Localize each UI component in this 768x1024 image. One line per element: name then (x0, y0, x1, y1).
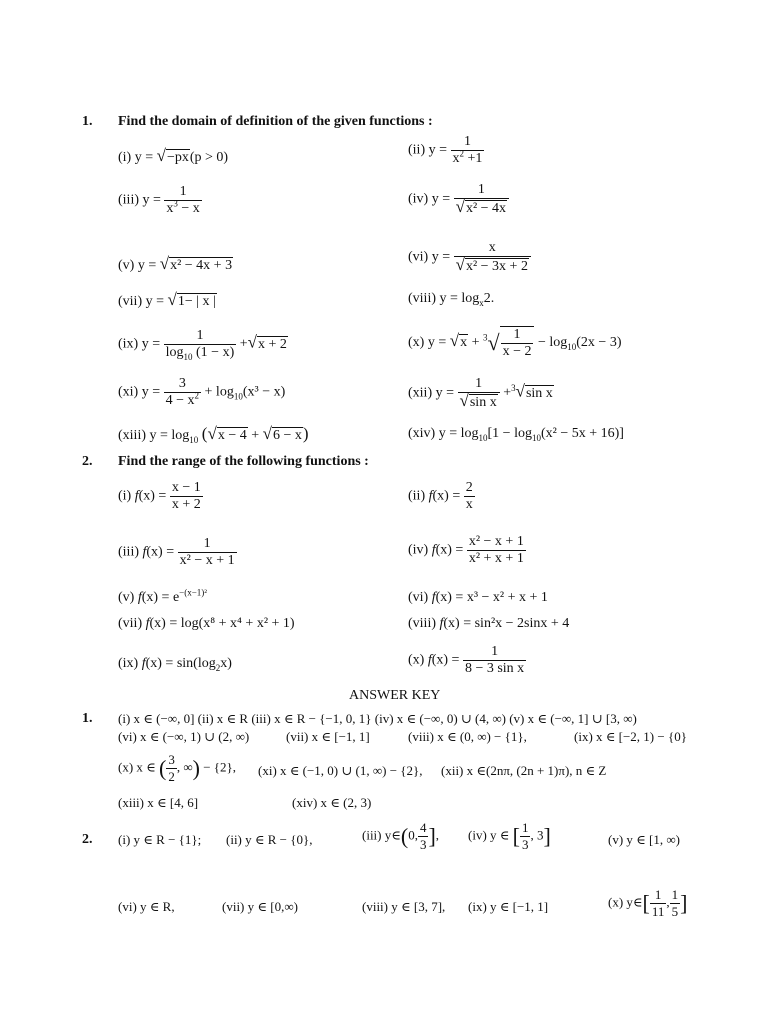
q2-item-ii: (ii) f(x) = $\frac{2}{x}$ (408, 480, 473, 512)
q1-title: Find the domain of definition of the given functions : (118, 114, 433, 129)
a1-xiv: (xiv) x ∈ (2, 3) (292, 795, 372, 810)
q2-item-i: (i) f(x) = $\frac{x - 1}{x + 2}$ (118, 480, 201, 512)
a1-xi: (xi) x ∈ (−1, 0) ∪ (1, ∞) − {2}, (258, 763, 423, 778)
a2-v: (v) y ∈ [1, ∞) (608, 832, 680, 847)
q2-item-iv: (iv) f(x) = $\frac{\text{x² − x + 1}}{\text{x² + x + 1}}$ (408, 534, 524, 566)
q1-item-iv: (iv) y = $\frac{1}{\text{√x² − 4x}}$ (408, 182, 509, 217)
q1-item-ii: (ii) y = $\frac{1}{x^2 +1}$ (408, 134, 483, 166)
q2-title: Find the range of the following functions : (118, 454, 369, 469)
a1-vi: (vi) x ∈ (−∞, 1) ∪ (2, ∞) (118, 729, 250, 744)
q2-item-vii: (vii) f(x) = log(x⁸ + x⁴ + x² + 1) (118, 616, 295, 631)
a2-number: 2. (82, 832, 93, 847)
a1-ix: (ix) x ∈ [−2, 1) − {0} (574, 729, 687, 744)
a1-viii: (viii) x ∈ (0, ∞) − {1}, (408, 729, 527, 744)
q1-item-vi: (vi) y = $\frac{x}{\text{√x² − 3x + 2}}$ (408, 240, 531, 275)
a1-xiii: (xiii) x ∈ [4, 6] (118, 795, 199, 810)
q1-item-xiv: (xiv) $y = \log_{10}[1 - \log_{10}(x^2 - 5x + 16)]$ (408, 426, 624, 443)
q1-item-xiii: (xiii) $y = \log_{10} (√x - 4 + √6 - x)$ (118, 424, 309, 445)
a2-vi: (vi) y ∈ R, (118, 899, 175, 914)
a2-viii: (viii) y ∈ [3, 7], (362, 899, 446, 914)
a1-row1: (i) x ∈ (−∞, 0] (ii) x ∈ R (iii) x ∈ R − {−1, 0, 1} (iv) x ∈ (−∞, 0) ∪ (4, ∞) (v) x ∈ (−∞, 1] ∪ [3, ∞) (118, 711, 637, 726)
q1-item-xii: (xii) y = $\frac{1}{\text{√sin x}}$ +$^3$√sin x (408, 376, 553, 410)
q1-item-v: (v) y = √x² − 4x + 3 (118, 254, 233, 273)
q2-number: 2. (82, 454, 93, 469)
q1-item-i: (i) y = √−px(p > 0) (118, 146, 229, 165)
q1-item-iii: (iii) y = $\frac{1}{x^3 - x}$ (118, 184, 200, 216)
a2-ii: (ii) y ∈ R − {0}, (226, 832, 313, 847)
a2-ix: (ix) y ∈ [−1, 1] (468, 899, 549, 914)
q1-item-xi: (xi) y = $\frac{3}{4 - x^2}$ + $\log_{10}(x^3 - x)$ (118, 376, 286, 408)
a1-xii: (xii) x ∈(2nπ, (2n + 1)π), n ∈ Z (441, 763, 607, 778)
q1-item-vii: (vii) y = √1− | x | (118, 290, 216, 309)
q2-item-v: (v) $f(x) = e^{-(x-1)^2}$ (118, 587, 207, 605)
q1-number: 1. (82, 114, 93, 129)
a1-number: 1. (82, 711, 93, 726)
q1-item-viii: (viii) $y = \log_x2$. (408, 291, 495, 308)
a2-x: (x) y∈[ $\frac{1}{11}$ , $\frac{1}{5}$ ] (608, 887, 688, 919)
q2-item-iii: (iii) f(x) = $\frac{1}{\text{x² − x + 1}}$ (118, 536, 235, 568)
q1-item-ix: (ix) y = $\frac{1}{\log_{10} (1 - x)}$ +√x + 2 (118, 328, 287, 362)
a2-iv: (iv) y ∈ [ $\frac{1}{3}$ , 3] (468, 820, 551, 852)
q2-item-ix: (ix) $f(x) = \sin(\log_2x)$ (118, 656, 232, 673)
a2-iii: (iii) y∈(0, $\frac{4}{3}$ ], (362, 820, 440, 852)
a2-vii: (vii) y ∈ [0,∞) (222, 899, 298, 914)
q2-item-x: (x) f(x) = $\frac{1}{\text{8 − 3 sin x}}$ (408, 644, 525, 676)
a1-vii: (vii) x ∈ [−1, 1] (286, 729, 370, 744)
a1-x: (x) x ∈ ( $\frac{3}{2}$ , ∞) − {2}, (118, 752, 237, 784)
a2-i: (i) y ∈ R − {1}; (118, 832, 202, 847)
q2-item-viii: (viii) f(x) = sin²x − 2sinx + 4 (408, 616, 570, 631)
q2-item-vi: (vi) f(x) = x³ − x² + x + 1 (408, 590, 548, 605)
answer-key-heading: ANSWER KEY (349, 688, 441, 703)
q1-item-x: (x) y = √x + $^3$√ $\frac{1}{x - 2}$ − $\log_{10}(2x - 3)$ (408, 327, 622, 359)
